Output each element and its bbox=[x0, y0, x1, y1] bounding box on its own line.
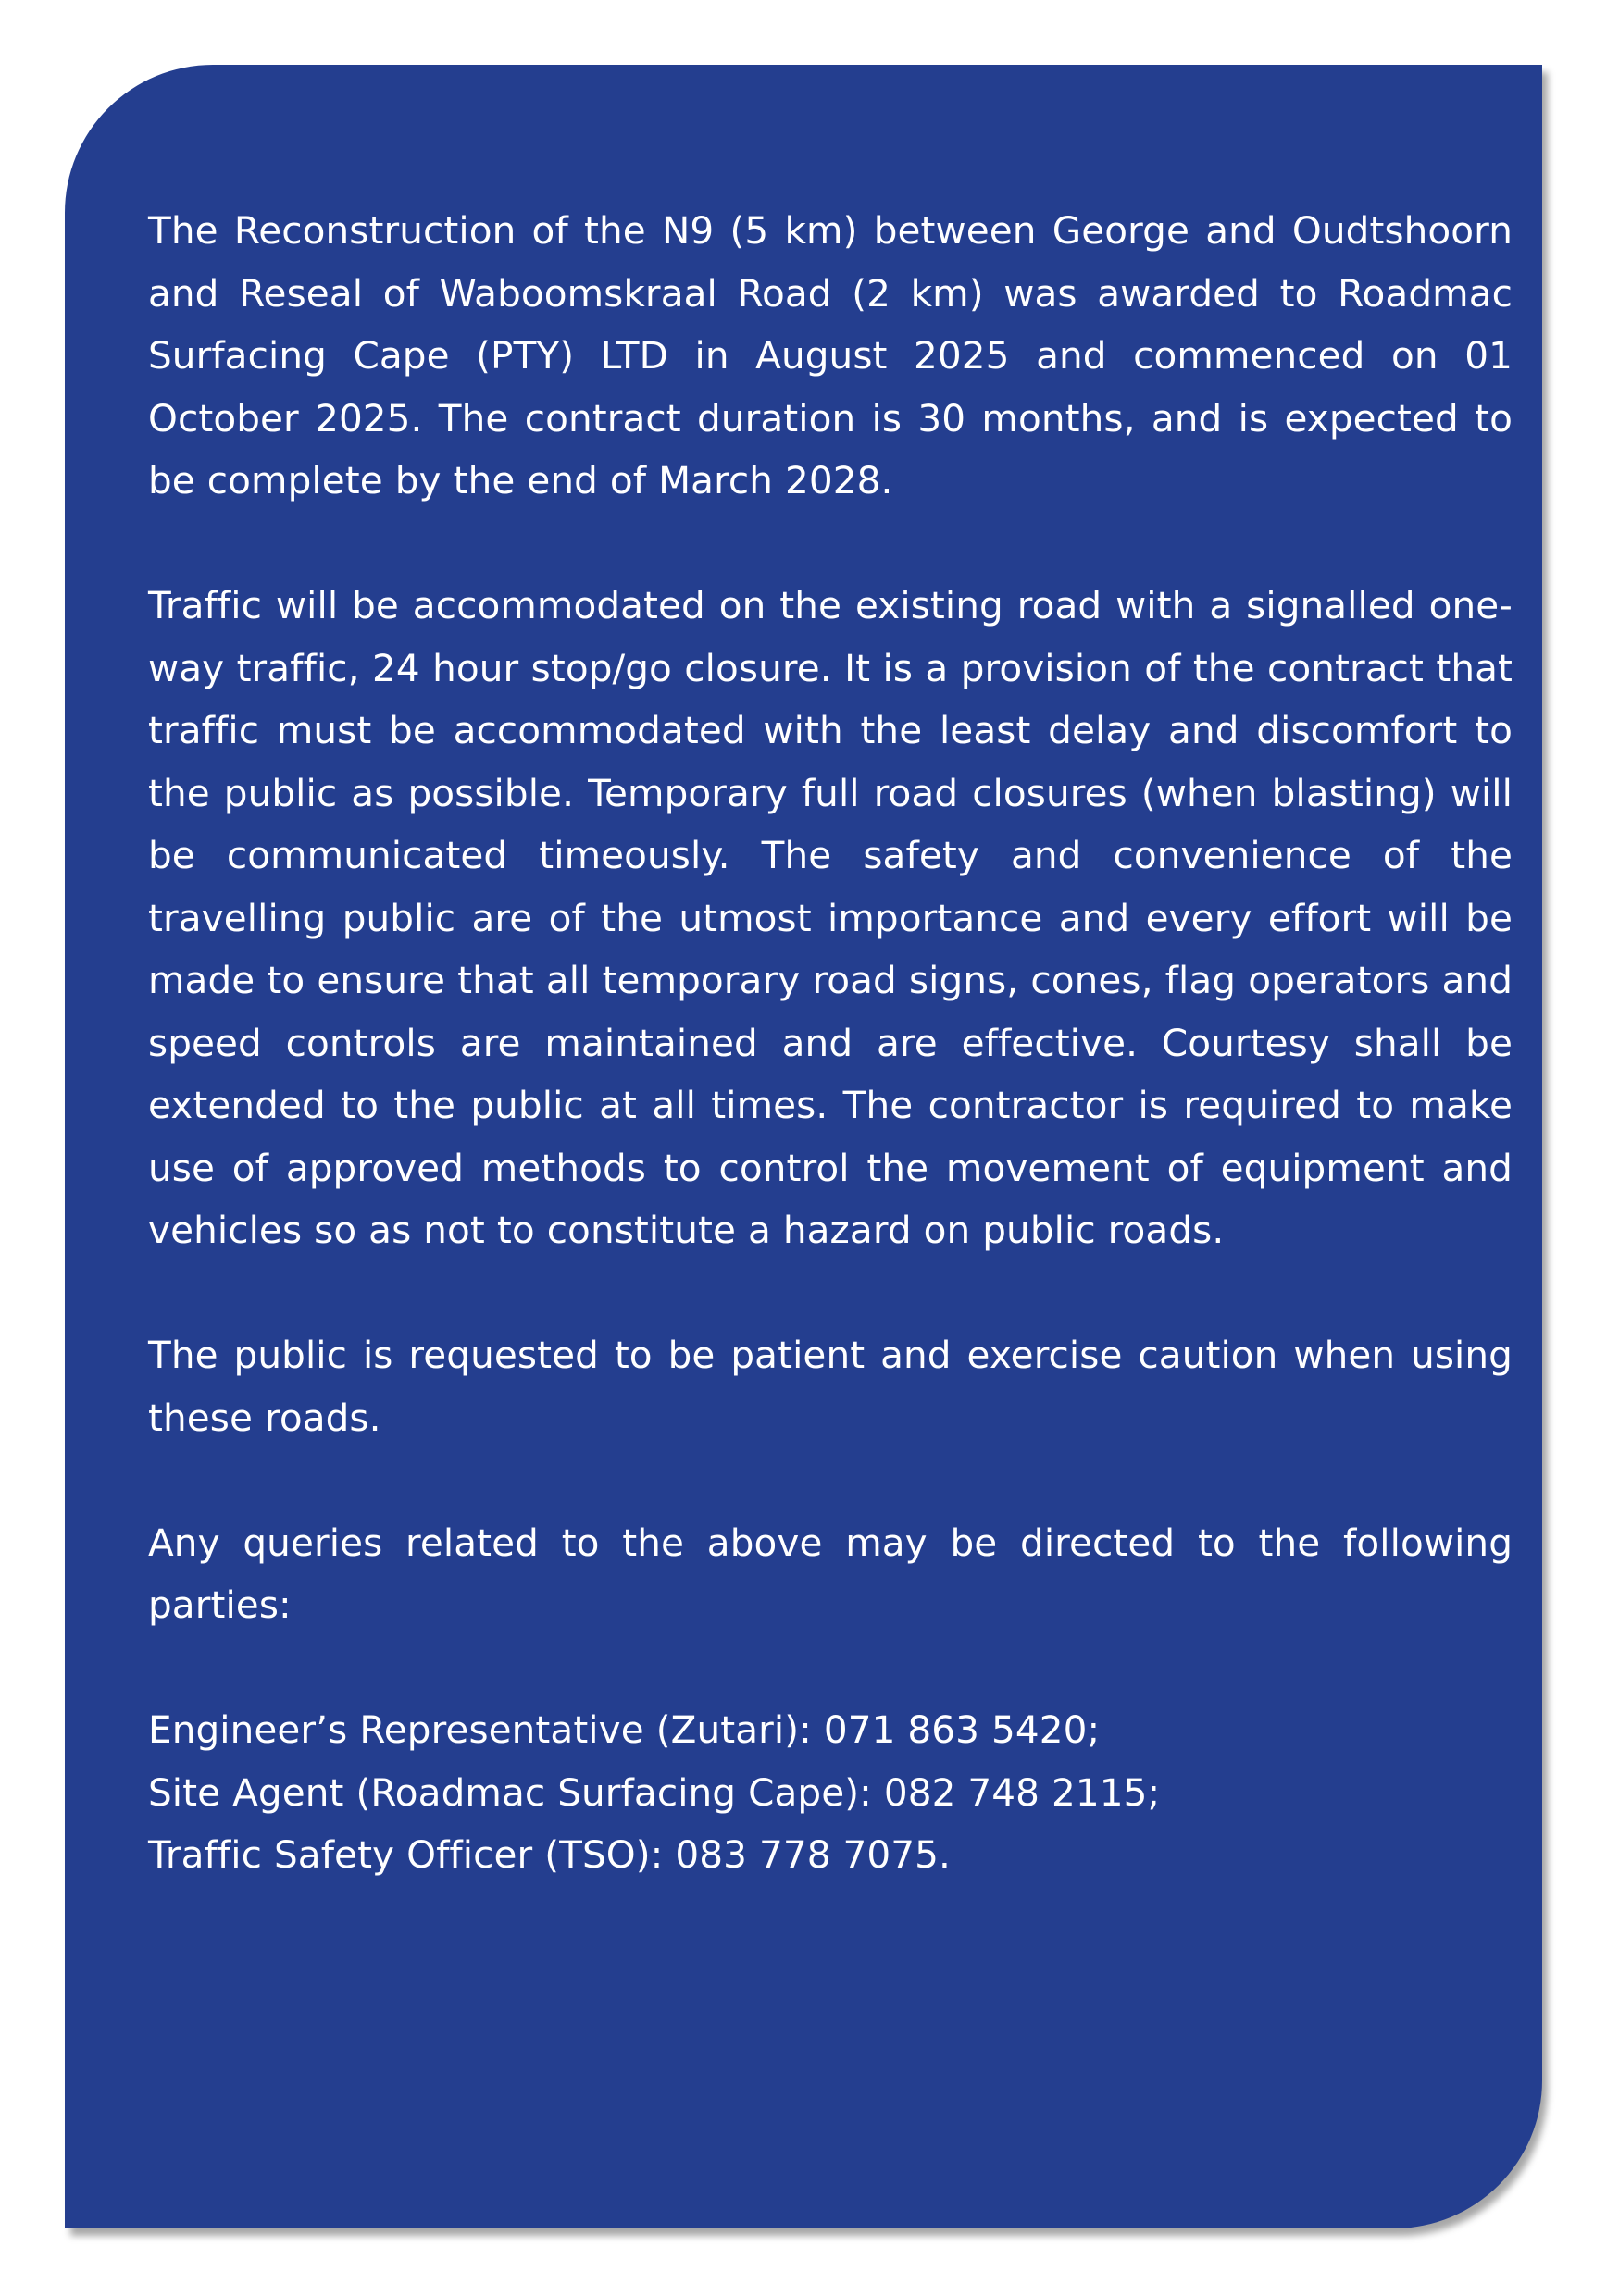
contact-engineer-representative: Engineer’s Representative (Zutari): 071 863 5420; bbox=[148, 1707, 1101, 1752]
paragraph-queries: Any queries related to the above may be directed to the following parties: bbox=[148, 1520, 1513, 1627]
contact-site-agent: Site Agent (Roadmac Surfacing Cape): 082 748 2115; bbox=[148, 1769, 1161, 1815]
contact-list bbox=[148, 1699, 1513, 1887]
paragraph-public-request: The public is requested to be patient and exercise caution when using these roads. bbox=[148, 1333, 1513, 1440]
paragraph-traffic-accommodation: Traffic will be accommodated on the existing road with a signalled one-way traffic, 24 hour stop/go closure. It is a provision of the contract that traffic must be accommodated with the least delay and discomfort to the public as possible. Temporary full road closures (when blasting) will be communicated timeously. The safety and convenience of the travelling public are of the utmost importance and every effort will be made to ensure that all temporary road signs, cones, flag operators and speed controls are maintained and are effective. Courtesy shall be extended to the public at all times. The contractor is required to make use of approved methods to control the movement of equipment and vehicles so as not to constitute a hazard on public roads. bbox=[148, 583, 1513, 1252]
notice-body bbox=[148, 200, 1513, 1887]
contact-traffic-safety-officer: Traffic Safety Officer (TSO): 083 778 7075. bbox=[148, 1832, 951, 1877]
paragraph-project-overview: The Reconstruction of the N9 (5 km) between George and Oudtshoorn and Reseal of Waboomskraal Road (2 km) was awarded to Roadmac Surfacing Cape (PTY) LTD in August 2025 and commenced on 01 October 2025. The contract duration is 30 months, and is expected to be complete by the end of March 2028. bbox=[148, 208, 1513, 503]
